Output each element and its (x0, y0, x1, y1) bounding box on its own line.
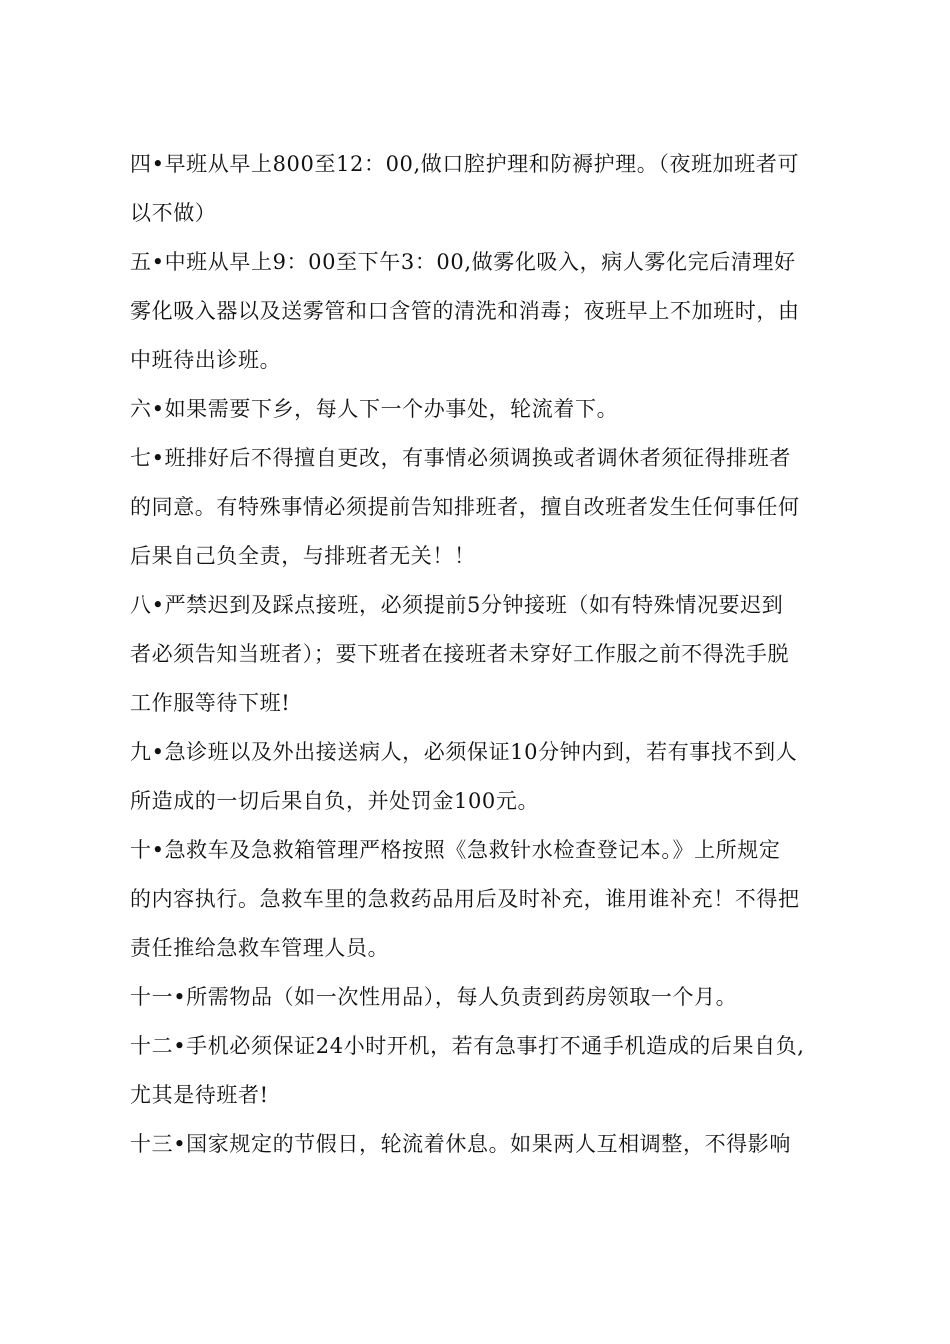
text-line: 所造成的一切后果自负，并处罚金100元。 (130, 789, 540, 813)
text-line: 七•班排好后不得擅自更改，有事情必须调换或者调休者须征得排班者 (130, 446, 791, 470)
text-line: 以不做） (130, 201, 217, 225)
text-line: 十一•所需物品（如一次性用品），每人负责到药房领取一个月。 (130, 985, 738, 1009)
text-line: 十二•手机必须保证24小时开机，若有急事打不通手机造成的后果自负, (130, 1034, 805, 1058)
text-line: 雾化吸入器以及送雾管和口含管的清洗和消毒；夜班早上不加班时，由 (130, 299, 800, 323)
text-line: 责任推给急救车管理人员。 (130, 936, 390, 960)
text-line: 的内容执行。急救车里的急救药品用后及时补充，谁用谁补充！不得把 (130, 887, 800, 911)
text-line: 八•严禁迟到及踩点接班，必须提前5分钟接班（如有特殊情况要迟到 (130, 593, 784, 617)
text-line: 者必须告知当班者）；要下班者在接班者未穿好工作服之前不得洗手脱 (130, 642, 790, 666)
text-line: 五•中班从早上9：00至下午3：00,做雾化吸入，病人雾化完后清理好 (130, 250, 796, 274)
text-line: 尤其是待班者! (130, 1083, 269, 1107)
text-line: 中班待出诊班。 (130, 348, 282, 372)
text-line: 四•早班从早上800至12：00,做口腔护理和防褥护理。（夜班加班者可 (130, 152, 800, 176)
text-line: 六•如果需要下乡，每人下一个办事处，轮流着下。 (130, 397, 619, 421)
text-line: 十三•国家规定的节假日，轮流着休息。如果两人互相调整，不得影响 (130, 1132, 791, 1156)
document-body (130, 140, 830, 1169)
text-line: 十•急救车及急救箱管理严格按照《急救针水检查登记本。》上所规定 (130, 838, 781, 862)
text-line: 后果自己负全责，与排班者无关！！ (130, 544, 476, 568)
text-line: 九•急诊班以及外出接送病人，必须保证10分钟内到，若有事找不到人 (130, 740, 798, 764)
text-line: 的同意。有特殊事情必须提前告知排班者，擅自改班者发生任何事任何 (130, 495, 800, 519)
text-line: 工作服等待下班! (130, 691, 291, 715)
